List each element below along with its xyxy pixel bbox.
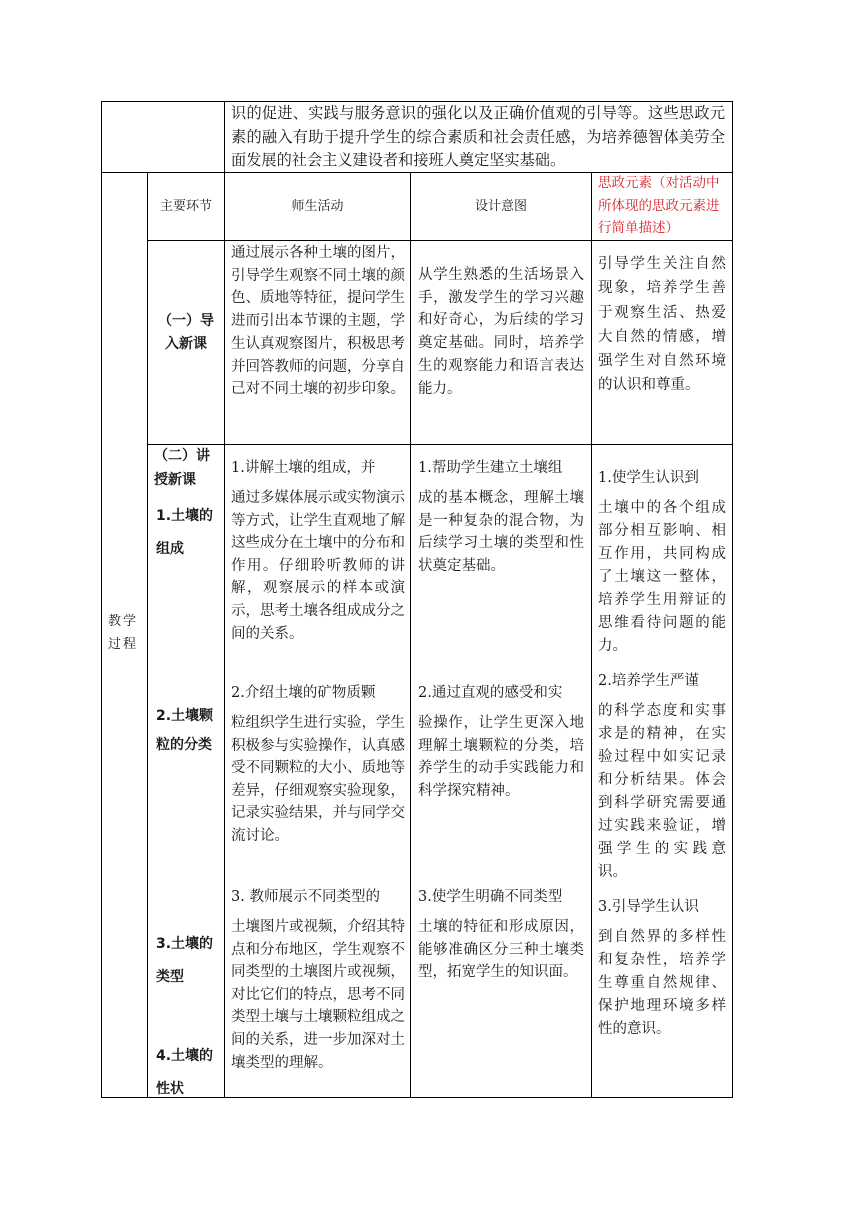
ideology-lead: 3.引导学生认识	[598, 899, 699, 915]
activity-block-2	[231, 680, 405, 848]
activity-body: 通过多媒体展示或实物演示等方式，让学生直观地了解这些成分在土壤中的分布和作用。仔细聆听教师的讲解，观察展示的样本或演示，思考土壤各组成成分之间的关系。	[231, 490, 405, 642]
activity-body: 土壤图片或视频，介绍其特点和分布地区，学生观察不同类型的土壤图片或视频，对比它们的特点，思考不同类型土壤与土壤颗粒组成之间的关系，进一步加深对土壤类型的理解。	[231, 919, 405, 1071]
intent-lead: 2.通过直观的感受和实	[418, 685, 563, 701]
header-intent: 设计意图	[474, 199, 527, 214]
row1-stage: （一）导入新课	[158, 313, 214, 352]
ideology-body: 土壤中的各个组成部分相互影响、相互作用，共同构成了土壤这一整体，培养学生用辩证的思维看待问题的能力。	[598, 500, 726, 654]
header-stage: 主要环节	[159, 199, 212, 214]
teaching-process-label: 教学过程	[108, 614, 139, 652]
header-activity: 师生活动	[291, 199, 344, 214]
activity-block-1	[231, 455, 405, 645]
table-divider	[224, 101, 225, 1098]
row2-stage-item: 1.土壤的组成	[156, 508, 214, 557]
intent-lead: 3.使学生明确不同类型	[418, 889, 563, 905]
table-divider	[147, 444, 733, 445]
activity-lead: 2.介绍土壤的矿物质颗	[231, 685, 376, 701]
activity-lead: 3. 教师展示不同类型的	[231, 889, 380, 905]
intent-body: 成的基本概念，理解土壤是一种复杂的混合物，为后续学习土壤的类型和性状奠定基础。	[418, 490, 584, 574]
ideology-body: 到自然界的多样性和复杂性，培养学生尊重自然规律、保护地理环境多样性的意识。	[598, 929, 726, 1037]
intent-body: 验操作，让学生更深入地理解土壤颗粒的分类，培养学生的动手实践能力和科学探究精神。	[418, 715, 584, 799]
row1-ideology: 引导学生关注自然现象，培养学生善于观察生活、热爱大自然的情感，增强学生对自然环境的认识和尊重。	[598, 256, 726, 394]
ideology-lead: 2.培养学生严谨	[598, 673, 699, 689]
activity-body: 粒组织学生进行实验，学生积极参与实验操作，认真感受不同颗粒的大小、质地等差异，仔细观察实验现象，记录实验结果，并与同学交流讨论。	[231, 715, 405, 844]
row1-intent: 从学生熟悉的生活场景入手，激发学生的学习兴趣和好奇心，为后续的学习奠定基础。同时，培养学生的观察能力和语言表达能力。	[418, 267, 584, 397]
header-ideology: 思政元素（对活动中所体现的思政元素进行简单描述）	[598, 175, 720, 236]
row1-activity: 通过展示各种土壤的图片，引导学生观察不同土壤的颜色、质地等特征，提问学生进而引出本节课的主题，学生认真观察图片，积极思考并回答教师的问题，分享自己对不同土壤的初步印象。	[231, 245, 405, 398]
table-divider	[410, 172, 411, 1098]
activity-block-3	[231, 884, 405, 1074]
ideology-body: 的科学态度和实事求是的精神，在实验过程中如实记录和分析结果。体会到科学研究需要通过实践来验证，增强学生的实践意识。	[598, 703, 726, 880]
ideology-block-3	[598, 894, 726, 1041]
table-divider	[147, 240, 733, 241]
row2-stage-item: 2.土壤颗粒的分类	[156, 708, 214, 753]
table-border-left	[101, 101, 102, 1098]
intent-block-3	[418, 884, 584, 984]
table-divider	[591, 172, 592, 1098]
intent-block-1	[418, 455, 584, 577]
table-divider	[147, 172, 148, 1098]
intro-paragraph: 识的促进、实践与服务意识的强化以及正确价值观的引导等。这些思政元素的融入有助于提升学生的综合素质和社会责任感，为培养德智体美劳全面发展的社会主义建设者和接班人奠定坚实基础。	[231, 104, 725, 169]
row2-stage-item: 4.土壤的性状	[156, 1048, 214, 1097]
intent-block-2	[418, 680, 584, 802]
activity-lead: 1.讲解土壤的组成，并	[231, 460, 376, 476]
table-border-right	[732, 101, 733, 1098]
ideology-block-2	[598, 668, 726, 884]
ideology-lead: 1.使学生认识到	[598, 470, 699, 486]
row2-stage-item: 3.土壤的类型	[156, 936, 214, 985]
row2-stage-title: （二）讲授新课	[154, 448, 210, 488]
ideology-block-1	[598, 465, 726, 658]
intent-lead: 1.帮助学生建立土壤组	[418, 460, 563, 476]
intent-body: 土壤的特征和形成原因，能够准确区分三种土壤类型，拓宽学生的知识面。	[418, 919, 584, 981]
